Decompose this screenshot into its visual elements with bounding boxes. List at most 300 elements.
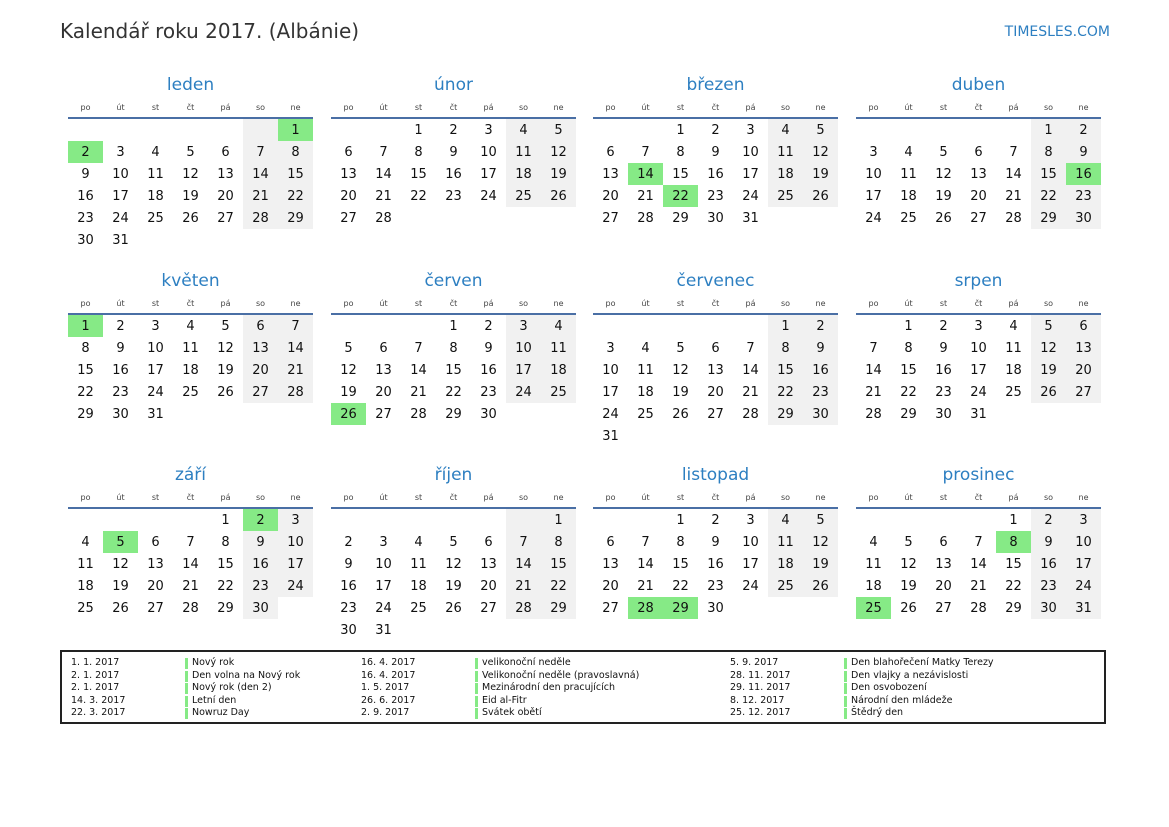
holiday-day-cell: 2 [243,509,278,531]
day-cell: 19 [935,188,952,204]
day-cell: 9 [484,340,493,356]
day-cell: 22 [445,384,462,400]
day-cell: 9 [711,144,720,160]
day-cell: 21 [506,575,541,597]
empty-cell [593,509,628,531]
weekday-label: po [80,102,91,112]
weekday-label: so [780,298,791,308]
holiday-marker [475,708,478,719]
day-cell: 1 [414,122,423,138]
day-cell: 28 [742,406,759,422]
holiday-date: 1. 5. 2017 [361,682,410,693]
holiday-date: 22. 3. 2017 [71,707,126,718]
day-cell: 12 [900,556,917,572]
day-cell: 14 [182,556,199,572]
empty-cell [138,119,173,141]
day-cell: 2 [803,315,838,337]
month-block [856,73,1101,229]
day-cell: 7 [506,531,541,553]
empty-cell [103,509,138,531]
day-cell: 12 [217,340,234,356]
holiday-day-cell: 8 [996,531,1031,553]
holiday-marker [475,671,478,682]
day-cell: 5 [1031,315,1066,337]
day-cell: 12 [672,362,689,378]
weekday-label: čt [186,492,195,502]
day-grid [593,119,838,229]
weekday-label: pá [220,298,231,308]
weekday-label: čt [449,102,458,112]
day-cell: 30 [1066,207,1101,229]
weekday-label: so [255,298,266,308]
day-cell: 28 [375,210,392,226]
day-cell: 22 [410,188,427,204]
weekday-label: so [1043,102,1054,112]
empty-cell [996,119,1031,141]
weekday-label: út [641,102,650,112]
day-cell: 17 [480,166,497,182]
day-cell: 30 [340,622,357,638]
day-cell: 26 [900,600,917,616]
holiday-day-cell: 14 [628,163,663,185]
day-cell: 10 [506,337,541,359]
day-cell: 21 [375,188,392,204]
day-cell: 26 [935,210,952,226]
day-cell: 18 [182,362,199,378]
day-cell: 1 [676,122,685,138]
weekday-label: čt [449,298,458,308]
day-cell: 7 [186,534,195,550]
month-name: listopad [681,465,750,485]
day-cell: 7 [278,315,313,337]
day-cell: 29 [1005,600,1022,616]
day-cell: 28 [865,406,882,422]
empty-cell [331,509,366,531]
weekday-label: čt [711,492,720,502]
empty-cell [471,509,506,531]
day-cell: 18 [410,578,427,594]
weekday-label: čt [186,102,195,112]
holiday-day-cell: 26 [331,403,366,425]
weekday-label: út [379,492,388,502]
month-block [856,463,1101,619]
day-cell: 13 [602,166,619,182]
day-cell: 25 [147,210,164,226]
day-cell: 27 [480,600,497,616]
weekday-label: st [939,298,948,308]
day-cell: 25 [410,600,427,616]
day-cell: 19 [340,384,357,400]
weekday-label: po [868,492,879,502]
day-cell: 14 [1005,166,1022,182]
day-cell: 15 [217,556,234,572]
day-cell: 28 [410,406,427,422]
day-cell: 13 [147,556,164,572]
empty-cell [331,119,366,141]
day-cell: 9 [116,340,125,356]
day-cell: 2 [711,512,720,528]
day-cell: 1 [1031,119,1066,141]
day-cell: 9 [243,531,278,553]
month-block [593,463,838,619]
weekday-label: čt [186,298,195,308]
day-cell: 4 [768,509,803,531]
day-cell: 8 [676,534,685,550]
day-grid [68,509,313,619]
day-cell: 7 [641,534,650,550]
weekday-header [856,293,1101,315]
day-cell: 5 [904,534,913,550]
page-title: Kalendář roku 2017. (Albánie) [60,19,360,43]
holiday-date: 28. 11. 2017 [730,669,791,681]
day-cell: 22 [278,185,313,207]
day-cell: 26 [217,384,234,400]
month-block [331,463,576,641]
day-cell: 15 [445,362,462,378]
day-cell: 12 [1031,337,1066,359]
day-cell: 15 [410,166,427,182]
day-cell: 5 [803,509,838,531]
empty-cell [856,315,891,337]
empty-cell [366,119,401,141]
weekday-label: ne [290,492,301,502]
empty-cell [138,509,173,531]
day-cell: 12 [803,531,838,553]
holiday-name: Nový rok [192,657,235,668]
day-cell: 9 [939,340,948,356]
weekday-header [331,293,576,315]
day-cell: 9 [1066,141,1101,163]
weekday-label: so [518,102,529,112]
day-cell: 21 [865,384,882,400]
holiday-marker [844,708,847,719]
day-cell: 1 [904,318,913,334]
day-cell: 14 [637,556,654,572]
day-cell: 29 [1031,207,1066,229]
day-cell: 4 [641,340,650,356]
day-grid [68,315,313,425]
day-cell: 19 [217,362,234,378]
day-cell: 23 [480,384,497,400]
day-grid [331,119,576,229]
day-cell: 22 [1005,578,1022,594]
day-cell: 24 [865,210,882,226]
day-cell: 26 [445,600,462,616]
weekday-label: po [605,298,616,308]
holiday-name: Nový rok (den 2) [192,682,272,693]
day-cell: 2 [1031,509,1066,531]
day-cell: 19 [803,553,838,575]
day-cell: 30 [935,406,952,422]
empty-cell [961,119,996,141]
weekday-label: so [780,492,791,502]
weekday-label: so [518,492,529,502]
empty-cell [401,509,436,531]
day-cell: 25 [637,406,654,422]
day-cell: 2 [344,534,353,550]
day-cell: 26 [541,185,576,207]
month-name: červen [424,271,483,291]
day-cell: 13 [243,337,278,359]
day-cell: 18 [541,359,576,381]
weekday-label: ne [553,102,564,112]
day-cell: 3 [151,318,160,334]
day-cell: 8 [768,337,803,359]
day-cell: 16 [803,359,838,381]
holiday-name: Den blahořečení Matky Terezy [851,657,994,668]
day-cell: 17 [602,384,619,400]
day-cell: 5 [939,144,948,160]
day-cell: 29 [768,403,803,425]
day-cell: 27 [243,381,278,403]
site-link[interactable]: TIMESLES.COM [1004,24,1110,40]
day-cell: 1 [541,509,576,531]
weekday-header [68,487,313,509]
day-cell: 20 [970,188,987,204]
empty-cell [366,315,401,337]
month-name: červenec [676,271,755,291]
holiday-marker [475,696,478,707]
weekday-label: ne [815,492,826,502]
day-cell: 29 [541,597,576,619]
day-cell: 23 [445,188,462,204]
holiday-name: Velikonoční neděle (pravoslavná) [482,669,640,681]
day-cell: 6 [1066,315,1101,337]
weekday-label: čt [449,492,458,502]
day-cell: 25 [768,185,803,207]
day-cell: 18 [768,553,803,575]
day-cell: 5 [541,119,576,141]
day-cell: 16 [707,556,724,572]
day-cell: 29 [672,210,689,226]
day-cell: 9 [449,144,458,160]
day-cell: 15 [900,362,917,378]
weekday-label: út [379,298,388,308]
holiday-day-cell: 1 [68,315,103,337]
day-cell: 21 [278,359,313,381]
day-cell: 6 [379,340,388,356]
day-cell: 19 [445,578,462,594]
day-cell: 14 [506,553,541,575]
day-cell: 17 [506,359,541,381]
day-cell: 11 [506,141,541,163]
empty-cell [628,119,663,141]
weekday-label: út [116,298,125,308]
day-cell: 24 [602,406,619,422]
day-cell: 26 [112,600,129,616]
holiday-day-cell: 29 [663,597,698,619]
day-cell: 23 [77,210,94,226]
day-cell: 13 [602,556,619,572]
day-cell: 20 [602,188,619,204]
holiday-date: 14. 3. 2017 [71,694,126,706]
weekday-label: út [116,492,125,502]
weekday-label: ne [1078,298,1089,308]
day-cell: 1 [1009,512,1018,528]
weekday-label: po [343,492,354,502]
empty-cell [68,119,103,141]
day-cell: 11 [900,166,917,182]
empty-cell [208,119,243,141]
day-cell: 8 [414,144,423,160]
month-name: březen [686,75,745,95]
day-grid [856,119,1101,229]
day-cell: 19 [803,163,838,185]
day-cell: 23 [707,188,724,204]
day-grid [856,509,1101,619]
day-cell: 24 [278,575,313,597]
day-cell: 13 [375,362,392,378]
weekday-label: st [676,102,685,112]
empty-cell [331,315,366,337]
weekday-label: čt [974,102,983,112]
holiday-marker [185,708,188,719]
day-cell: 11 [410,556,427,572]
day-cell: 30 [112,406,129,422]
weekday-label: čt [711,298,720,308]
day-cell: 14 [970,556,987,572]
empty-cell [243,119,278,141]
day-cell: 6 [344,144,353,160]
holiday-marker [844,671,847,682]
day-cell: 31 [375,622,392,638]
holiday-marker [185,658,188,669]
holiday-marker [844,658,847,669]
month-name: září [174,465,207,485]
weekday-label: ne [553,492,564,502]
holiday-marker [844,683,847,694]
day-cell: 27 [707,406,724,422]
day-cell: 27 [217,210,234,226]
day-cell: 13 [707,362,724,378]
day-cell: 2 [711,122,720,138]
weekday-label: st [414,492,423,502]
month-block [856,269,1101,425]
empty-cell [698,315,733,337]
day-cell: 21 [182,578,199,594]
holiday-name: Den osvobození [851,682,927,693]
weekday-label: pá [1008,492,1019,502]
empty-cell [436,509,471,531]
day-cell: 9 [81,166,90,182]
weekday-label: út [379,102,388,112]
weekday-label: pá [1008,102,1019,112]
day-cell: 11 [768,141,803,163]
day-cell: 16 [243,553,278,575]
day-cell: 31 [112,232,129,248]
holiday-date: 16. 4. 2017 [361,657,416,668]
day-cell: 27 [602,600,619,616]
day-cell: 29 [445,406,462,422]
day-cell: 30 [243,597,278,619]
weekday-label: út [904,492,913,502]
day-cell: 23 [1031,575,1066,597]
empty-cell [628,315,663,337]
day-cell: 3 [746,122,755,138]
day-cell: 22 [672,578,689,594]
day-cell: 26 [182,210,199,226]
weekday-label: st [151,102,160,112]
holiday-date: 29. 11. 2017 [730,682,791,693]
day-cell: 1 [768,315,803,337]
day-cell: 14 [410,362,427,378]
day-cell: 8 [449,340,458,356]
day-cell: 13 [1066,337,1101,359]
day-cell: 11 [541,337,576,359]
day-cell: 8 [904,340,913,356]
holiday-name: Nowruz Day [192,707,250,718]
day-cell: 19 [672,384,689,400]
holiday-name: Den vlajky a nezávislosti [851,669,969,681]
day-cell: 2 [939,318,948,334]
day-cell: 5 [449,534,458,550]
weekday-header [593,293,838,315]
day-cell: 6 [484,534,493,550]
day-cell: 19 [182,188,199,204]
day-cell: 22 [541,575,576,597]
weekday-label: so [518,298,529,308]
day-cell: 29 [217,600,234,616]
day-cell: 20 [243,359,278,381]
day-cell: 7 [974,534,983,550]
weekday-label: so [255,492,266,502]
day-cell: 12 [445,556,462,572]
month-block [593,269,838,447]
day-cell: 31 [602,428,619,444]
day-cell: 17 [1066,553,1101,575]
weekday-label: po [343,298,354,308]
weekday-label: po [868,102,879,112]
day-cell: 11 [1005,340,1022,356]
day-cell: 23 [112,384,129,400]
day-cell: 18 [506,163,541,185]
day-cell: 20 [935,578,952,594]
day-cell: 31 [1066,597,1101,619]
day-cell: 11 [768,531,803,553]
weekday-label: ne [815,298,826,308]
day-cell: 17 [742,556,759,572]
month-block [68,463,313,619]
empty-cell [891,509,926,531]
day-cell: 27 [147,600,164,616]
day-cell: 4 [414,534,423,550]
day-cell: 16 [340,578,357,594]
holiday-name: Mezinárodní den pracujících [482,682,616,693]
weekday-label: st [151,492,160,502]
day-cell: 18 [637,384,654,400]
day-cell: 21 [410,384,427,400]
day-cell: 15 [672,166,689,182]
day-cell: 10 [970,340,987,356]
holiday-name: Letní den [192,694,237,706]
day-cell: 12 [803,141,838,163]
day-cell: 23 [803,381,838,403]
holiday-date: 25. 12. 2017 [730,707,791,718]
day-cell: 4 [151,144,160,160]
weekday-label: st [414,298,423,308]
day-cell: 3 [869,144,878,160]
empty-cell [401,315,436,337]
weekday-label: út [116,102,125,112]
empty-cell [961,509,996,531]
day-cell: 3 [1066,509,1101,531]
day-cell: 7 [869,340,878,356]
empty-cell [173,509,208,531]
day-cell: 20 [707,384,724,400]
day-cell: 15 [278,163,313,185]
empty-cell [506,509,541,531]
empty-cell [628,509,663,531]
